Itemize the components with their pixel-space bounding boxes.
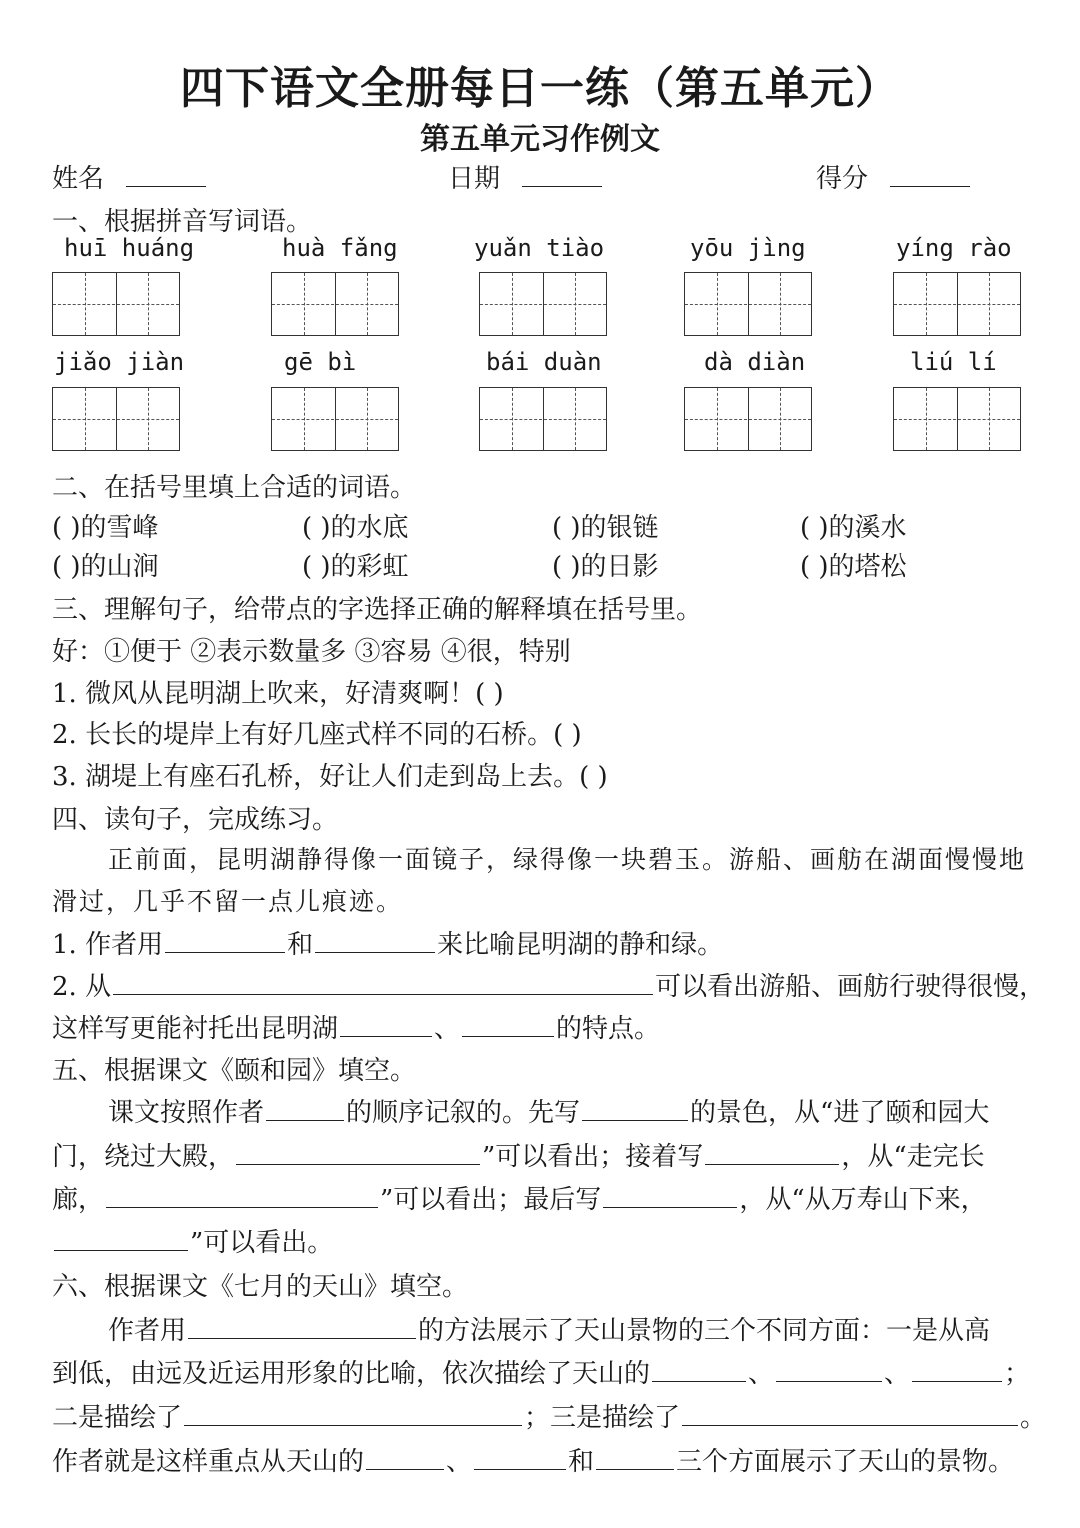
section4-heading: 四、读句子，完成练习。	[52, 805, 339, 835]
text: 作者用	[108, 1316, 187, 1346]
text: 2. 从	[52, 972, 112, 1002]
text: 到低，由远及近运用形象的比喻，依次描绘了天山的	[52, 1359, 651, 1389]
tian-grid-box[interactable]	[684, 387, 812, 451]
text: 和	[568, 1447, 595, 1477]
answer-blank[interactable]	[582, 1096, 688, 1121]
date-blank[interactable]	[522, 162, 602, 187]
answer-blank[interactable]	[474, 1445, 566, 1470]
text: ”可以看出。	[190, 1228, 334, 1258]
text: 廊，	[52, 1185, 105, 1215]
answer-blank[interactable]	[54, 1226, 188, 1251]
pinyin-label: gē bì	[284, 348, 357, 376]
text: ，从“从万寿山下来，	[739, 1185, 987, 1215]
answer-blank[interactable]	[106, 1183, 378, 1208]
pinyin-label: dà diàn	[704, 348, 806, 376]
answer-blank[interactable]	[705, 1140, 839, 1165]
answer-blank[interactable]	[652, 1357, 746, 1382]
fill-line	[52, 1397, 1046, 1434]
text: 的特点。	[556, 1014, 661, 1044]
pinyin-label: yōu jìng	[690, 234, 806, 262]
date-label: 日期	[448, 164, 501, 194]
page-title: 四下语文全册每日一练（第五单元）	[180, 63, 900, 114]
text: 作者就是这样重点从天山的	[52, 1447, 365, 1477]
tian-grid-box[interactable]	[479, 272, 607, 336]
pinyin-label: jiǎo jiàn	[54, 348, 185, 376]
pinyin-label: yuǎn tiào	[474, 234, 605, 262]
text: 、	[446, 1447, 473, 1477]
score-blank[interactable]	[890, 162, 970, 187]
answer-blank[interactable]	[188, 1314, 416, 1339]
section1-heading: 一、根据拼音写词语。	[52, 207, 313, 237]
text: 。	[1020, 1403, 1047, 1433]
text: 来比喻昆明湖的静和绿。	[437, 930, 724, 960]
fill-phrase[interactable]: ( )的日影	[552, 552, 659, 582]
fill-line	[108, 1092, 989, 1129]
text: ，从“走完长	[841, 1142, 985, 1172]
question-3[interactable]: 3. 湖堤上有座石孔桥，好让人们走到岛上去。( )	[52, 762, 608, 792]
text: 二是描绘了	[52, 1403, 183, 1433]
question-line	[52, 966, 1045, 1003]
answer-blank[interactable]	[113, 970, 653, 995]
question-2[interactable]: 2. 长长的堤岸上有好几座式样不同的石桥。( )	[52, 720, 582, 750]
answer-blank[interactable]	[184, 1401, 522, 1426]
pinyin-label: bái duàn	[486, 348, 602, 376]
tian-grid-box[interactable]	[479, 387, 607, 451]
fill-phrase[interactable]: ( )的水底	[302, 513, 409, 543]
text: ；三是描绘了	[524, 1403, 681, 1433]
text: 和	[287, 930, 314, 960]
answer-blank[interactable]	[912, 1357, 1002, 1382]
pinyin-label: huī huáng	[64, 234, 195, 262]
fill-phrase[interactable]: ( )的山涧	[52, 552, 159, 582]
answer-blank[interactable]	[315, 928, 435, 953]
section6-heading: 六、根据课文《七月的天山》填空。	[52, 1272, 469, 1302]
score-label: 得分	[816, 164, 869, 194]
answer-blank[interactable]	[165, 928, 285, 953]
answer-blank[interactable]	[776, 1357, 882, 1382]
tian-grid-box[interactable]	[271, 272, 399, 336]
fill-phrase[interactable]: ( )的塔松	[800, 552, 907, 582]
text: 、	[434, 1014, 461, 1044]
definition-options: 好：①便于 ②表示数量多 ③容易 ④很，特别	[52, 637, 571, 667]
pinyin-label: liú lí	[910, 348, 997, 376]
text: 可以看出游船、画舫行驶得很慢，	[655, 972, 1046, 1002]
text: 、	[884, 1359, 911, 1389]
text: 课文按照作者	[108, 1098, 265, 1128]
tian-grid-box[interactable]	[271, 387, 399, 451]
pinyin-label: yíng rào	[896, 234, 1012, 262]
fill-line	[52, 1353, 1030, 1390]
question-line	[52, 1008, 660, 1045]
section3-heading: 三、理解句子，给带点的字选择正确的解释填在括号里。	[52, 595, 703, 625]
name-field	[52, 158, 208, 195]
page-subtitle: 第五单元习作例文	[420, 122, 660, 157]
section2-heading: 二、在括号里填上合适的词语。	[52, 473, 417, 503]
answer-blank[interactable]	[266, 1096, 344, 1121]
passage-line: 正前面，昆明湖静得像一面镜子，绿得像一块碧玉。游船、画舫在湖面慢慢地	[108, 845, 1027, 874]
name-label: 姓名	[52, 164, 105, 194]
score-field	[816, 158, 972, 195]
answer-blank[interactable]	[340, 1012, 432, 1037]
pinyin-label: huà fǎng	[282, 234, 398, 262]
text: 、	[748, 1359, 775, 1389]
tian-grid-box[interactable]	[893, 272, 1021, 336]
fill-line	[52, 1441, 1014, 1478]
question-1[interactable]: 1. 微风从昆明湖上吹来，好清爽啊！( )	[52, 679, 504, 709]
text: 门，绕过大殿，	[52, 1142, 235, 1172]
tian-grid-box[interactable]	[684, 272, 812, 336]
fill-phrase[interactable]: ( )的溪水	[800, 513, 907, 543]
answer-blank[interactable]	[603, 1183, 737, 1208]
fill-phrase[interactable]: ( )的雪峰	[52, 513, 159, 543]
tian-grid-box[interactable]	[52, 387, 180, 451]
answer-blank[interactable]	[366, 1445, 444, 1470]
text: ”可以看出；接着写	[482, 1142, 704, 1172]
tian-grid-box[interactable]	[893, 387, 1021, 451]
text: 的顺序记叙的。先写	[346, 1098, 581, 1128]
date-field	[448, 158, 604, 195]
fill-line	[108, 1310, 990, 1347]
answer-blank[interactable]	[682, 1401, 1018, 1426]
section5-heading: 五、根据课文《颐和园》填空。	[52, 1056, 417, 1086]
answer-blank[interactable]	[462, 1012, 554, 1037]
name-blank[interactable]	[126, 162, 206, 187]
text: 的景色，从“进了颐和园大	[690, 1098, 990, 1128]
text: 三个方面展示了天山的景物。	[676, 1447, 1015, 1477]
fill-line	[52, 1136, 985, 1173]
text: 的方法展示了天山景物的三个不同方面：一是从高	[418, 1316, 991, 1346]
text: 这样写更能衬托出昆明湖	[52, 1014, 339, 1044]
text: ”可以看出；最后写	[380, 1185, 602, 1215]
text: 1. 作者用	[52, 930, 164, 960]
fill-line	[52, 1222, 333, 1259]
fill-line	[52, 1179, 987, 1216]
tian-grid-box[interactable]	[52, 272, 180, 336]
fill-phrase[interactable]: ( )的银链	[552, 513, 659, 543]
text: ；	[1004, 1359, 1031, 1389]
fill-phrase[interactable]: ( )的彩虹	[302, 552, 409, 582]
answer-blank[interactable]	[236, 1140, 480, 1165]
answer-blank[interactable]	[596, 1445, 674, 1470]
passage-line: 滑过，几乎不留一点儿痕迹。	[52, 887, 404, 916]
question-line	[52, 924, 723, 961]
